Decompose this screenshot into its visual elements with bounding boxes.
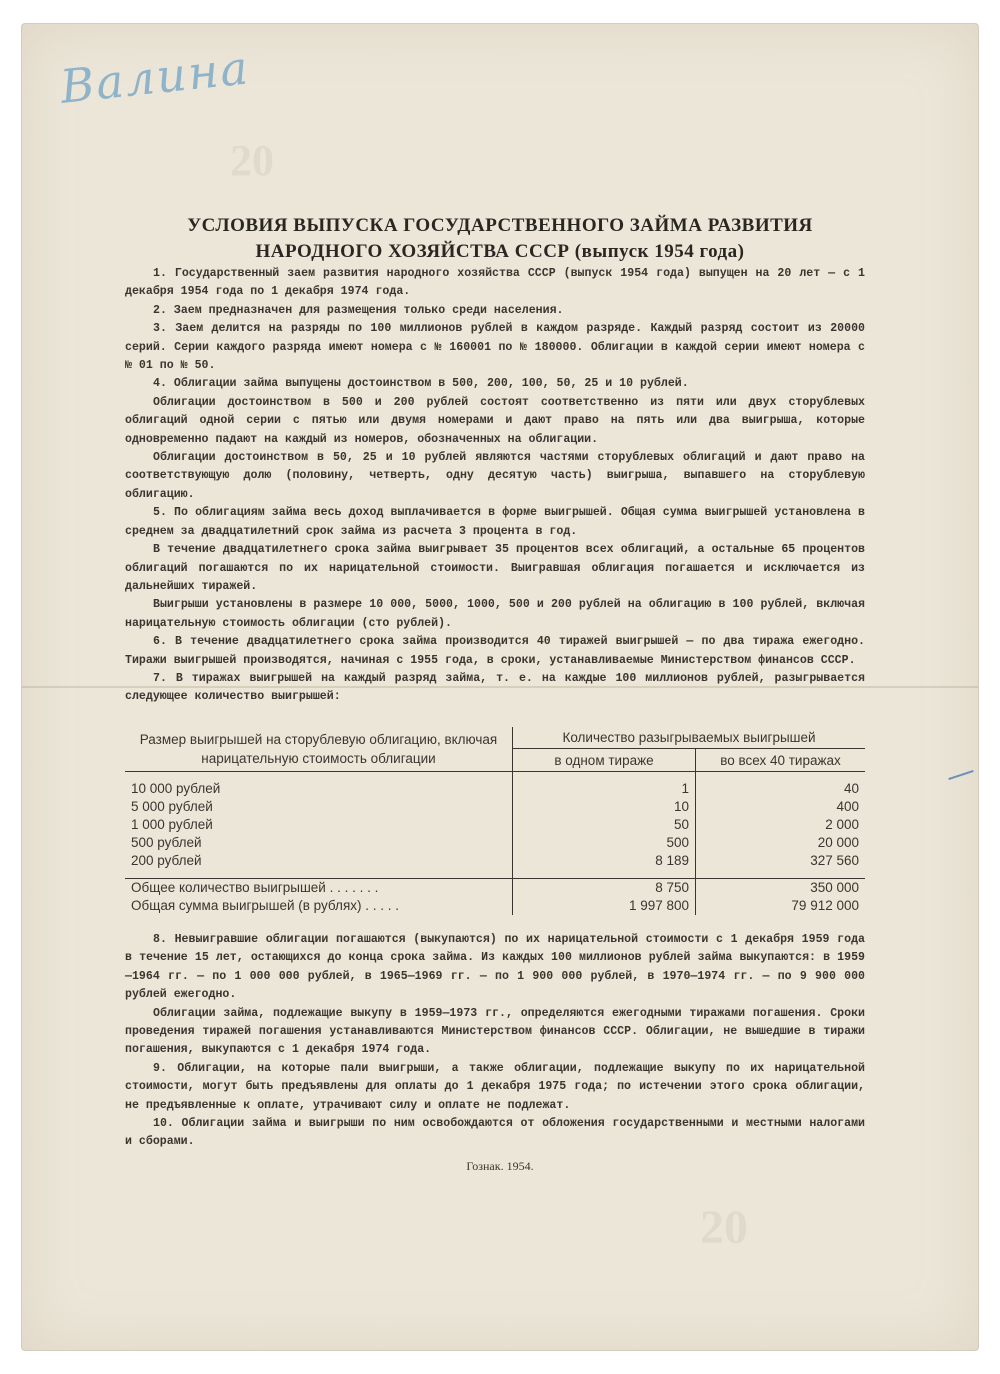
- count-all-draws: 40: [843, 781, 859, 796]
- table-row: [125, 834, 865, 852]
- paragraph-9: 9. Облигации, на которые пали выигрыши, а также облигации, подлежащие выкупу по их нарицательной стоимости, могут быть предъявлены для оплаты до 1 декабря 1975 года; по истечении этого срока облигации, не предъявленные к оплате, утрачивают силу и оплате не подлежат.: [125, 1061, 865, 1112]
- paragraph-8a: Облигации займа, подлежащие выкупу в 1959—1973 гг., определяются ежегодными тиражами погашения. Сроки проведения тиражей погашения устанавливаются Министерством финансов СССР. Облигации, не вышедшие в тиражи погашения, выкупаются с 1 декабря 1974 года.: [125, 1006, 865, 1057]
- count-all-draws: 400: [836, 799, 859, 814]
- paragraph-8: 8. Невыигравшие облигации погашаются (выкупаются) по их нарицательной стоимости с 1 декабря 1959 года в течение 15 лет, остающихся до конца срока займа. Из каждых 100 миллионов рублей займа выкупаются: в 1959—1964 гг. — по 1 000 000 рублей, в 1965—1969 гг. — по 1 900 000 рублей, в 1970—1974 гг. — по 9 900 000 рублей ежегодно.: [125, 933, 865, 1002]
- printer-imprint: Гознак. 1954.: [466, 1159, 534, 1173]
- document-title-line1: УСЛОВИЯ ВЫПУСКА ГОСУДАРСТВЕННОГО ЗАЙМА РАЗВИТИЯ: [187, 215, 813, 236]
- paragraph-10: 10. Облигации займа и выигрыши по ним освобождаются от обложения государственными и местными налогами и сборами.: [125, 1117, 865, 1149]
- prize-size: 1 000 рублей: [125, 816, 513, 834]
- bleed-through-number-top: 20: [230, 136, 274, 185]
- conditions-text-bottom: [125, 931, 865, 1152]
- prize-size: 10 000 рублей: [125, 772, 513, 799]
- count-one-draw: 10: [513, 798, 696, 816]
- total-label: Общая сумма выигрышей (в рублях) . . . . .: [125, 897, 513, 915]
- table-total-row: [125, 897, 865, 915]
- count-all-draws: 2 000: [825, 817, 859, 832]
- paragraph-6: 6. В течение двадцатилетнего срока займа производится 40 тиражей выигрышей — по два тиража ежегодно. Тиражи выигрышей производятся, начиная с 1955 года, в сроки, устанавливаемые Министерством финансов СССР.: [125, 635, 865, 667]
- total-all-draws: 79 912 000: [791, 898, 859, 913]
- col-header-group-count: Количество разыгрываемых выигрышей: [513, 727, 866, 749]
- count-one-draw: 500: [513, 834, 696, 852]
- paragraph-4a: Облигации достоинством в 500 и 200 рублей состоят соответственно из пяти или двух сторублевых облигаций одной серии с пятью или двумя номерами и дают право на пять или два выигрыша, которые одновременно падают на каждый из номеров, обозначенных на облигации.: [125, 395, 865, 446]
- col-header-one-draw: в одном тираже: [513, 749, 696, 772]
- paragraph-5a: В течение двадцатилетнего срока займа выигрывает 35 процентов всех облигаций, а остальные 65 процентов облигаций погашаются по их нарицательной стоимости. Выигравшая облигация погашается и исключается из дальнейших тиражей.: [125, 543, 865, 593]
- count-all-draws: 20 000: [817, 835, 859, 850]
- count-one-draw: 1: [513, 772, 696, 799]
- prize-size: 200 рублей: [125, 852, 513, 870]
- total-one-draw: 1 997 800: [513, 897, 696, 915]
- total-all-draws: 350 000: [810, 880, 859, 895]
- count-one-draw: 8 189: [513, 852, 696, 870]
- table-row: [125, 852, 865, 870]
- bleed-through-number-bottom: 20: [700, 1201, 748, 1254]
- prizes-table: [125, 727, 865, 915]
- paragraph-7: 7. В тиражах выигрышей на каждый разряд займа, т. е. на каждые 100 миллионов рублей, разыгрывается следующее количество выигрышей:: [125, 671, 865, 704]
- paragraph-4b: Облигации достоинством в 50, 25 и 10 рублей являются частями сторублевых облигаций и дают право на соответствующую долю (половину, четверть, одну десятую часть) выигрыша, выпавшего на сторублевую облигацию.: [125, 451, 865, 501]
- count-one-draw: 50: [513, 816, 696, 834]
- prize-size: 5 000 рублей: [125, 798, 513, 816]
- total-one-draw: 8 750: [513, 879, 696, 898]
- conditions-text-top: [125, 265, 865, 707]
- paragraph-3: 3. Заем делится на разряды по 100 миллионов рублей в каждом разряде. Каждый разряд состоит из 20000 серий. Серии каждого разряда имеют номера с № 160001 по № 180000. Облигации в каждой серии имеют номера с № 01 по № 50.: [125, 322, 865, 373]
- handwritten-note: Валина: [57, 40, 253, 114]
- paragraph-5: 5. По облигациям займа весь доход выплачивается в форме выигрышей. Общая сумма выигрышей установлена в среднем за двадцатилетний срок займа из расчета 3 процента в год.: [125, 506, 865, 538]
- prize-size: 500 рублей: [125, 834, 513, 852]
- table-row: [125, 816, 865, 834]
- col-header-all-draws: во всех 40 тиражах: [696, 749, 866, 772]
- count-all-draws: 327 560: [810, 853, 859, 868]
- table-separator: [125, 870, 865, 879]
- table-row: [125, 772, 865, 799]
- document-title-line2: НАРОДНОГО ХОЗЯЙСТВА СССР (выпуск 1954 года): [255, 241, 745, 262]
- col-header-prize-size: Размер выигрышей на сторублевую облигацию, включая нарицательную стоимость облигации: [125, 727, 513, 772]
- paragraph-5b: Выигрыши установлены в размере 10 000, 5000, 1000, 500 и 200 рублей на облигацию в 100 рублей, включая нарицательную стоимость облигации (сто рублей).: [125, 598, 865, 630]
- table-total-row: [125, 879, 865, 898]
- total-label: Общее количество выигрышей . . . . . . .: [125, 879, 513, 898]
- paragraph-2: 2. Заем предназначен для размещения только среди населения.: [153, 303, 564, 317]
- table-row: [125, 798, 865, 816]
- paragraph-4: 4. Облигации займа выпущены достоинством в 500, 200, 100, 50, 25 и 10 рублей.: [153, 377, 689, 391]
- paragraph-1: 1. Государственный заем развития народного хозяйства СССР (выпуск 1954 года) выпущен на 20 лет — с 1 декабря 1954 года по 1 декабря 1974 года.: [125, 267, 865, 299]
